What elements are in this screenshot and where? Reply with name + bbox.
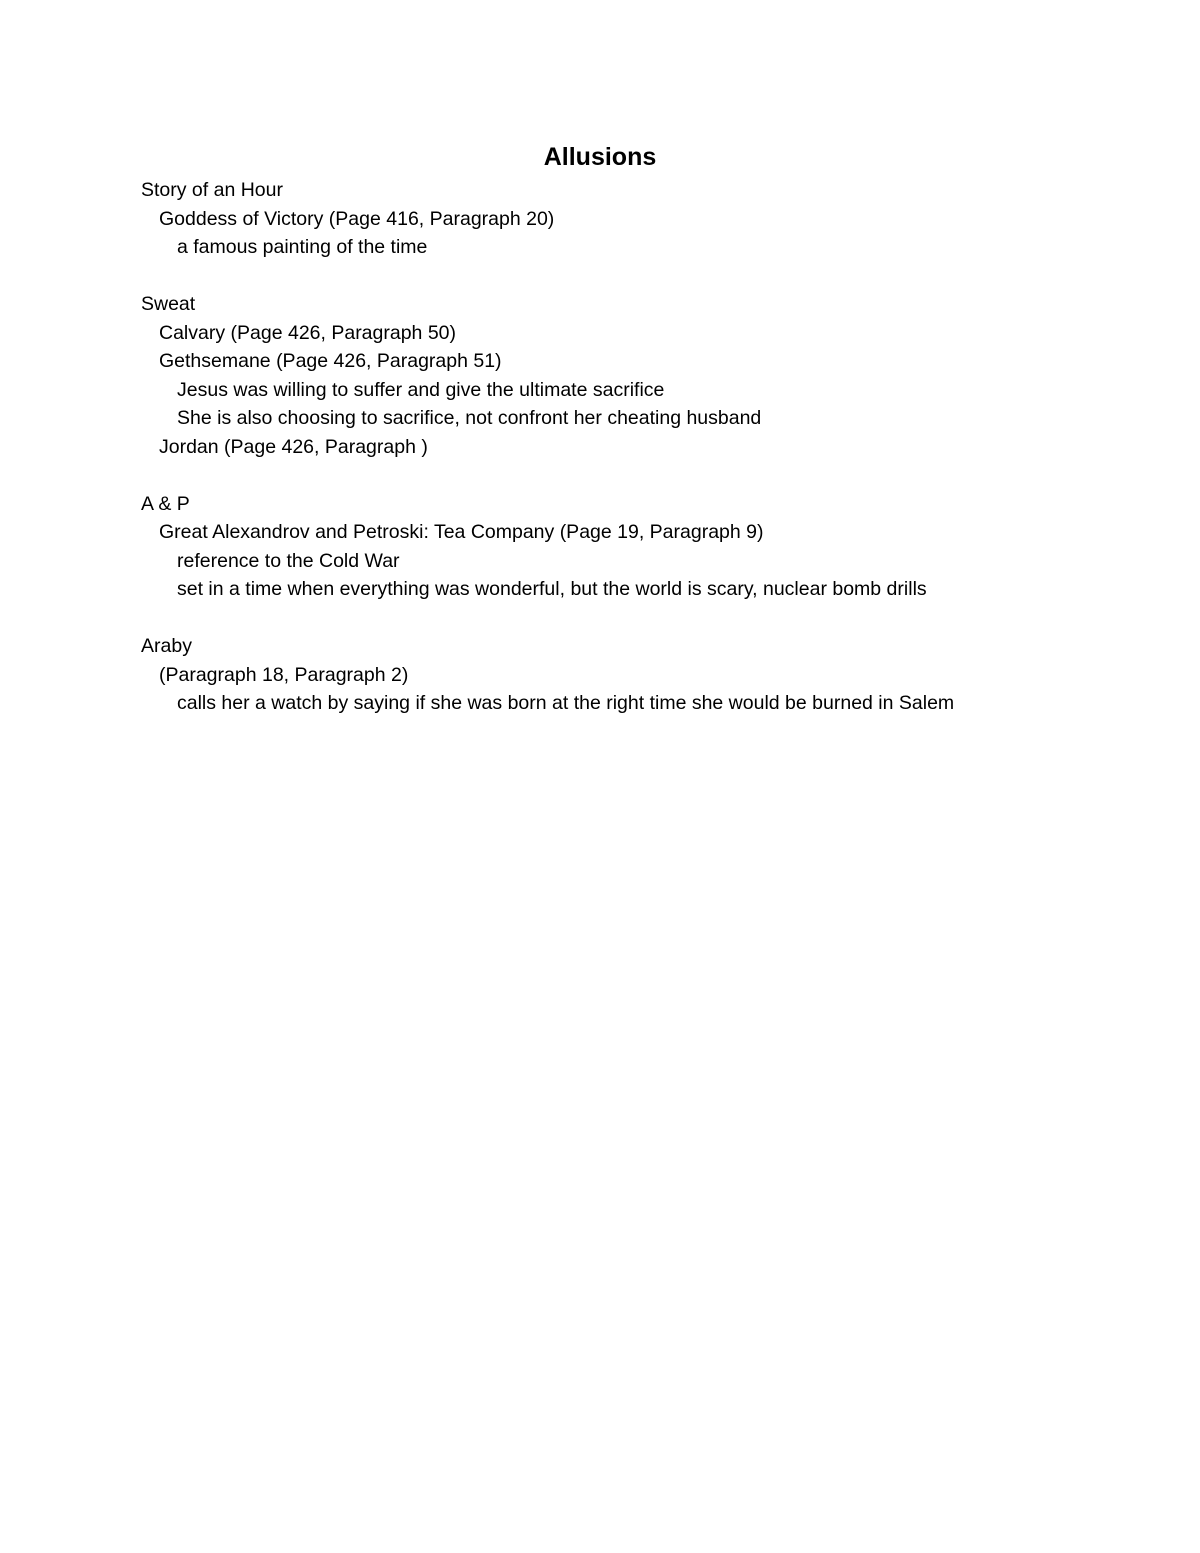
- section-spacer: [141, 604, 1141, 633]
- section-heading: Story of an Hour: [141, 179, 283, 201]
- allusion-note: set in a time when everything was wonderful, but the world is scary, nuclear bomb drills: [177, 578, 927, 600]
- allusion-item: Jordan (Page 426, Paragraph ): [159, 435, 428, 458]
- allusion-note: a famous painting of the time: [177, 236, 428, 258]
- section-heading: A & P: [141, 492, 190, 515]
- allusion-note: She is also choosing to sacrifice, not confront her cheating husband: [177, 407, 762, 429]
- allusion-note: reference to the Cold War: [177, 549, 400, 572]
- allusion-item: Great Alexandrov and Petroski: Tea Company (Page 19, Paragraph 9): [159, 521, 764, 543]
- section-a-and-p: [141, 490, 1141, 604]
- allusion-item: Gethsemane (Page 426, Paragraph 51): [159, 350, 502, 372]
- allusion-note: Jesus was willing to suffer and give the ultimate sacrifice: [177, 378, 665, 401]
- section-heading: Sweat: [141, 293, 196, 315]
- document-body: [141, 176, 1141, 718]
- allusion-note: calls her a watch by saying if she was born at the right time she would be burned in Salem: [177, 692, 955, 714]
- document-title: Allusions: [543, 143, 657, 171]
- allusion-item: Calvary (Page 426, Paragraph 50): [159, 321, 457, 344]
- section-story-of-an-hour: [141, 176, 1141, 262]
- section-heading: Araby: [141, 635, 192, 657]
- section-spacer: [141, 262, 1141, 291]
- section-araby: [141, 632, 1141, 718]
- allusion-item: (Paragraph 18, Paragraph 2): [159, 663, 409, 686]
- section-spacer: [141, 461, 1141, 490]
- allusion-item: Goddess of Victory (Page 416, Paragraph 20): [159, 207, 555, 230]
- section-sweat: [141, 290, 1141, 461]
